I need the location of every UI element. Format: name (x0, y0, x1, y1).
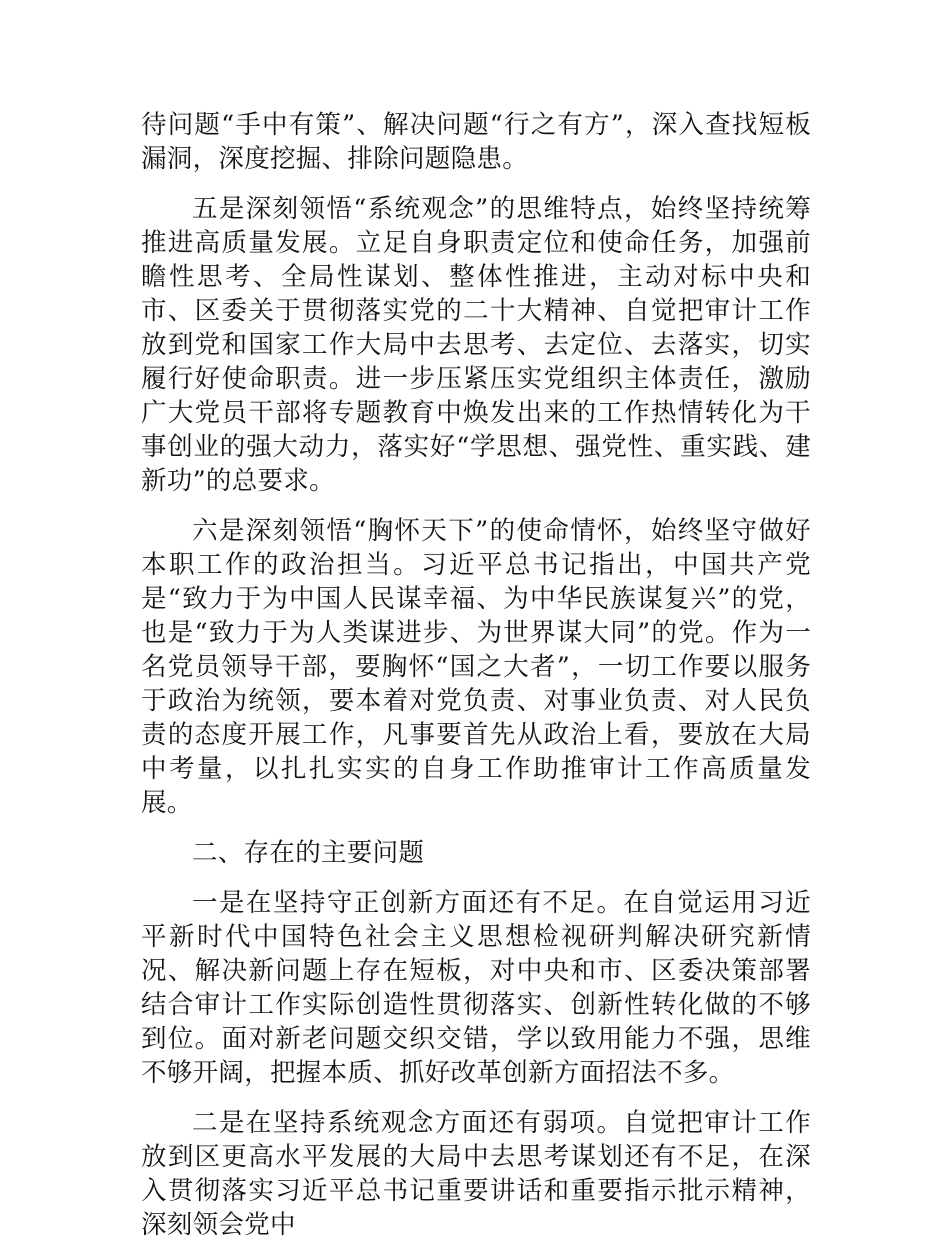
section-heading-main-problems: 二、存在的主要问题 (192, 838, 425, 868)
paragraph-point-six: 六是深刻领悟“胸怀天下”的使命情怀，始终坚守做好本职工作的政治担当。习近平总书记指出，中国共产党是“致力于为中国人民谋幸福、为中华民族谋复兴”的党，也是“致力于为人类谋进步、为世界谋大同”的党。作为一名党员领导干部，要胸怀“国之大者”，一切工作要以服务于政治为统领，要本着对党负责、对事业负责、对人民负责的态度开展工作，凡事要首先从政治上看，要放在大局中考量，以扎扎实实的自身工作助推审计工作高质量发展。 (141, 516, 811, 818)
paragraph-point-five: 五是深刻领悟“系统观念”的思维特点，始终坚持统筹推进高质量发展。立足自身职责定位和使命任务，加强前瞻性思考、全局性谋划、整体性推进，主动对标中央和市、区委关于贯彻落实党的二十大精神、自觉把审计工作放到党和国家工作大局中去思考、去定位、去落实，切实履行好使命职责。进一步压紧压实党组织主体责任，激励广大党员干部将专题教育中焕发出来的工作热情转化为干事创业的强大动力，落实好“学思想、强党性、重实践、建新功”的总要求。 (141, 194, 811, 496)
document-body (141, 108, 811, 1258)
paragraph-continuation: 待问题“手中有策”、解决问题“行之有方”，深入查找短板漏洞，深度挖掘、排除问题隐患。 (141, 110, 811, 174)
paragraph-problem-one: 一是在坚持守正创新方面还有不足。在自觉运用习近平新时代中国特色社会主义思想检视研判解决研究新情况、解决新问题上存在短板，对中央和市、区委决策部署结合审计工作实际创造性贯彻落实、创新性转化做的不够到位。面对新老问题交织交错，学以致用能力不强，思维不够开阔，把握本质、抓好改革创新方面招法不多。 (141, 888, 811, 1088)
paragraph-problem-two: 二是在坚持系统观念方面还有弱项。自觉把审计工作放到区更高水平发展的大局中去思考谋划还有不足，在深入贯彻落实习近平总书记重要讲话和重要指示批示精神，深刻领会党中 (141, 1108, 811, 1240)
